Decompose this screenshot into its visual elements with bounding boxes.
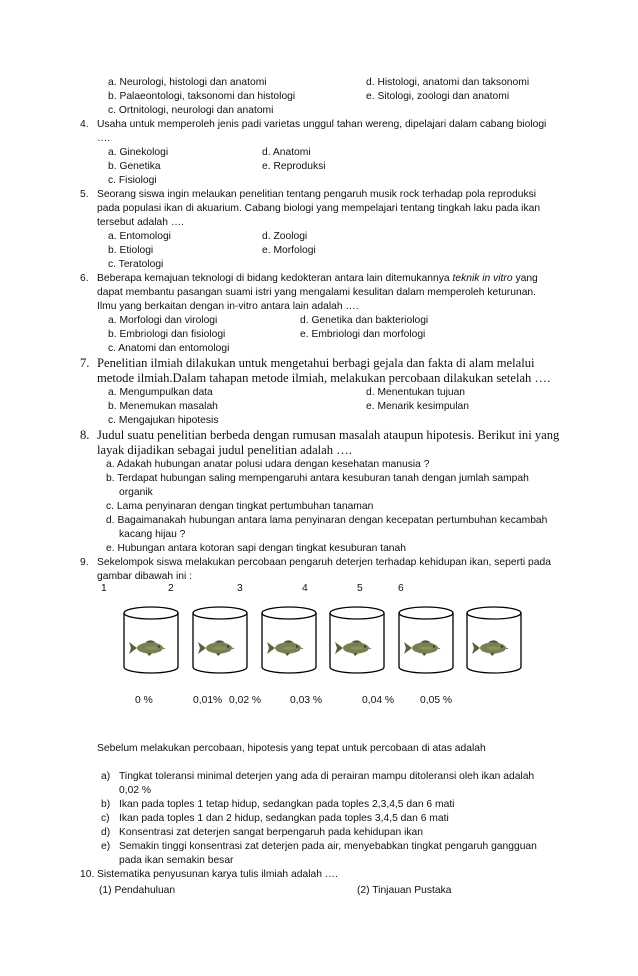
jar-fish-icon [327, 604, 387, 676]
jar-fish-icon [396, 604, 456, 676]
q10-option-2: (2) Tinjauan Pustaka [357, 885, 452, 896]
q7-question-line2: metode ilmiah.Dalam tahapan metode ilmiah, melakukan percobaan dilakukan setelah …. [97, 371, 551, 385]
q9-option-d: Konsentrasi zat deterjen sangat berpengaruh pada kehidupan ikan [119, 827, 423, 838]
q9-option-c: Ikan pada toples 1 dan 2 hidup, sedangkan pada toples 3,4,5 dan 6 mati [119, 813, 449, 824]
q7-question-line1: Penelitian ilmiah dilakukan untuk mengetahui berbagi gejala dan fakta di alam melalui [97, 356, 535, 370]
jar-fish-icon [190, 604, 250, 676]
q9-option-e-line2: pada ikan semakin besar [119, 855, 234, 866]
q4-option-a: a. Ginekologi [108, 147, 169, 158]
q6-option-c: c. Anatomi dan entomologi [108, 343, 230, 354]
q7-option-e: e. Menarik kesimpulan [366, 401, 470, 412]
q6-option-d: d. Genetika dan bakteriologi [300, 315, 429, 326]
jar-4-with-fish [327, 604, 387, 676]
q5-option-c: c. Teratologi [108, 259, 164, 270]
q10-option-1: (1) Pendahuluan [99, 885, 176, 896]
q4-option-e: e. Reproduksi [262, 161, 326, 172]
q5-question-line3: tersebut adalah …. [97, 217, 185, 228]
q8-option-b-line2: organik [119, 487, 153, 498]
jar-number-6: 6 [398, 583, 404, 594]
q5-question-line2: pada populasi ikan di akuarium. Cabang biologi yang mempelajari tentang tingkah laku pada ikan [97, 203, 541, 214]
jar-3-with-fish [259, 604, 319, 676]
q9-option-e-label: e) [101, 841, 111, 852]
q3-option-d: d. Histologi, anatomi dan taksonomi [366, 77, 530, 88]
q6-line1-pre: Beberapa kemajuan teknologi di bidang kedokteran antara lain ditemukannya [97, 273, 453, 284]
q7-number: 7. [80, 356, 90, 370]
q9-option-e-line1: Semakin tinggi konsentrasi zat deterjen pada air, menyebabkan tingkat pengaruh gangguan [119, 841, 537, 852]
conc-jar-4: 0,03 % [290, 695, 323, 706]
q9-option-b: Ikan pada toples 1 tetap hidup, sedangkan pada toples 2,3,4,5 dan 6 mati [119, 799, 455, 810]
q9-number: 9. [80, 557, 89, 568]
q6-number: 6. [80, 273, 89, 284]
q9-option-a-line2: 0,02 % [119, 785, 152, 796]
q9-prompt: Sebelum melakukan percobaan, hipotesis yang tepat untuk percobaan di atas adalah [97, 743, 486, 754]
jar-5-with-fish [396, 604, 456, 676]
q8-option-d-line1: d. Bagaimanakah hubungan antara lama penyinaran dengan kecepatan pertumbuhan kecambah [106, 515, 548, 526]
q3-option-c: c. Ortnitologi, neurologi dan anatomi [108, 105, 274, 116]
conc-jar-1: 0 % [135, 695, 153, 706]
q4-number: 4. [80, 119, 89, 130]
conc-jar-2: 0,01% [193, 695, 223, 706]
q7-option-d: d. Menentukan tujuan [366, 387, 466, 398]
q6-question-line2: dapat membantu pasangan suami istri yang mengalami kesulitan dalam memperoleh keturunan. [97, 287, 537, 298]
q8-option-b-line1: b. Terdapat hubungan saling mempengaruhi antara kesuburan tanah dengan jumlah sampah [106, 473, 529, 484]
jar-number-2: 2 [168, 583, 174, 594]
jar-fish-icon [121, 604, 181, 676]
q9-question-line1: Sekelompok siswa melakukan percobaan pengaruh deterjen terhadap kehidupan ikan, seperti pada [97, 557, 551, 568]
q4-question-line1: Usaha untuk memperoleh jenis padi varietas unggul tahan wereng, dipelajari dalam cabang biologi [97, 119, 547, 130]
q6-question-line1 [97, 272, 538, 285]
q8-option-e: e. Hubungan antara kotoran sapi dengan tingkat kesuburan tanah [106, 543, 406, 554]
q8-question-line2: layak dijadikan sebagai judul penelitian adalah …. [97, 443, 352, 457]
jar-1-with-fish [121, 604, 181, 676]
jar-number-5: 5 [357, 583, 363, 594]
conc-jar-6: 0,05 % [420, 695, 453, 706]
q9-option-d-label: d) [101, 827, 111, 838]
q5-option-a: a. Entomologi [108, 231, 171, 242]
q5-option-e: e. Morfologi [262, 245, 316, 256]
q8-number: 8. [80, 428, 90, 442]
q6-option-b: b. Embriologi dan fisiologi [108, 329, 226, 340]
q9-option-b-label: b) [101, 799, 111, 810]
q4-question-line2: …. [97, 133, 111, 144]
q6-question-line3: Ilmu yang berkaitan dengan in-vitro antara lain adalah …. [97, 301, 359, 312]
q10-number: 10. [80, 869, 95, 880]
q3-option-a: a. Neurologi, histologi dan anatomi [108, 77, 267, 88]
q5-option-b: b. Etiologi [108, 245, 154, 256]
q5-question-line1: Seorang siswa ingin melaukan penelitian tentang pengaruh musik rock terhadap pola reproduksi [97, 189, 537, 200]
q4-option-d: d. Anatomi [262, 147, 311, 158]
q9-option-c-label: c) [101, 813, 110, 824]
q5-number: 5. [80, 189, 89, 200]
jar-2-with-fish [190, 604, 250, 676]
q6-option-e: e. Embriologi dan morfologi [300, 329, 426, 340]
jar-fish-icon [259, 604, 319, 676]
q4-option-b: b. Genetika [108, 161, 161, 172]
q8-option-a: a. Adakah hubungan anatar polusi udara dengan kesehatan manusia ? [106, 459, 430, 470]
q3-option-e: e. Sitologi, zoologi dan anatomi [366, 91, 510, 102]
jar-number-1: 1 [101, 583, 107, 594]
q3-option-b: b. Palaeontologi, taksonomi dan histologi [108, 91, 296, 102]
q7-option-b: b. Menemukan masalah [108, 401, 218, 412]
jar-fish-icon [464, 604, 524, 676]
q8-option-d-line2: kacang hijau ? [119, 529, 186, 540]
conc-jar-5: 0,04 % [362, 695, 395, 706]
q9-option-a-line1: Tingkat toleransi minimal deterjen yang ada di perairan mampu ditoleransi oleh ikan adalah [119, 771, 535, 782]
q8-question-line1: Judul suatu penelitian berbeda dengan rumusan masalah ataupun hipotesis. Berikut ini yang [97, 428, 560, 442]
q6-line1-em: teknik in vitro [452, 273, 513, 284]
q9-option-a-label: a) [101, 771, 111, 782]
jar-number-3: 3 [237, 583, 243, 594]
q8-option-c: c. Lama penyinaran dengan tingkat pertumbuhan tanaman [106, 501, 374, 512]
q10-question: Sistematika penyusunan karya tulis ilmiah adalah …. [97, 869, 338, 880]
q6-line1-post: yang [512, 273, 538, 284]
q6-option-a: a. Morfologi dan virologi [108, 315, 218, 326]
q4-option-c: c. Fisiologi [108, 175, 157, 186]
q7-option-c: c. Mengajukan hipotesis [108, 415, 219, 426]
jar-6-with-fish [464, 604, 524, 676]
conc-jar-3: 0,02 % [229, 695, 262, 706]
q7-option-a: a. Mengumpulkan data [108, 387, 213, 398]
jar-number-4: 4 [302, 583, 308, 594]
q9-question-line2: gambar dibawah ini : [97, 571, 193, 582]
q5-option-d: d. Zoologi [262, 231, 308, 242]
